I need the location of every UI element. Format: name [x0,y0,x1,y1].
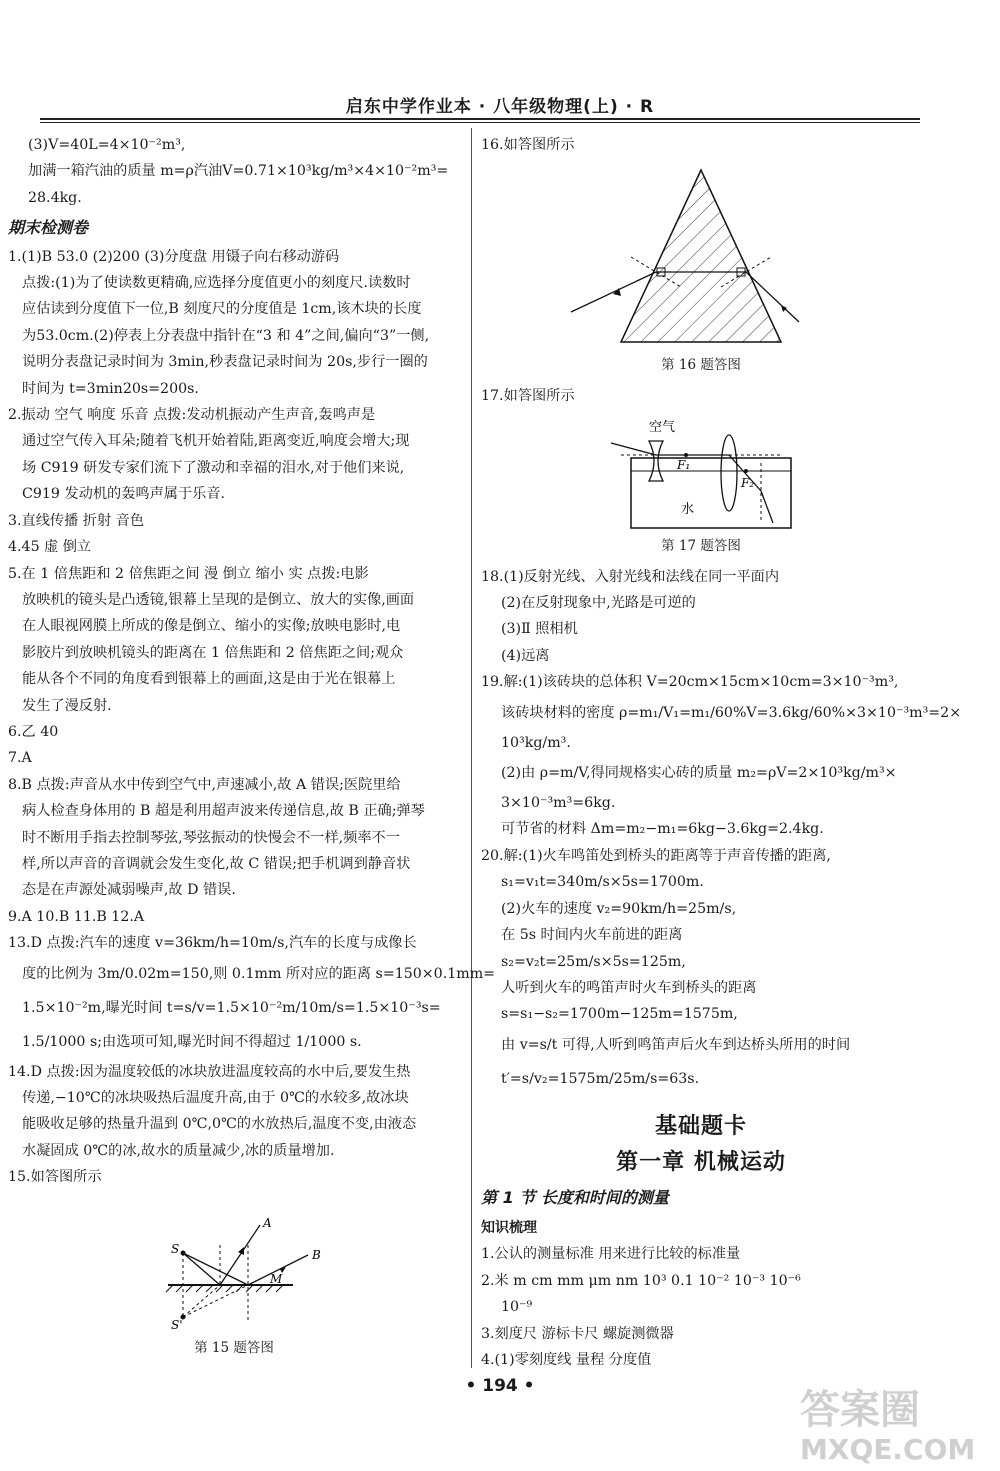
answer-q18: 18.(1)反射光线、入射光线和法线在同一平面内 [481,568,780,585]
text-line: (2)火车的速度 v₂=90km/h=25m/s, [501,900,737,917]
text-line: 为53.0cm.(2)停表上分表盘中指针在“3 和 4”之间,偏向“3”一侧, [22,327,430,344]
text-line: 场 C919 研发专家们流下了激动和幸福的泪水,对于他们来说, [22,459,405,476]
text-line: 3×10⁻³m³=6kg. [501,795,616,812]
label-s: S [171,1241,180,1256]
text-line: 通过空气传入耳朵;随着飞机开始着陆,距离变近,响度会增大;现 [22,433,410,450]
knowledge-heading: 知识梳理 [481,1219,537,1236]
answer-q8: 8.B 点拨:声音从水中传到空气中,声速减小,故 A 错误;医院里给 [8,776,401,793]
text-line: 病人检查身体用的 B 超是利用超声波来传递信息,故 B 正确;弹琴 [22,803,425,820]
right-column [481,132,962,1373]
text-line: (4)远离 [501,647,550,664]
text-line: 4.(1)零刻度线 量程 分度值 [481,1351,652,1368]
header-rule [40,118,920,120]
text-line: 度的比例为 3m/0.02m=150,则 0.1mm 所对应的距离 s=150×0.1mm= [22,965,496,982]
text-line: (3)Ⅱ 照相机 [501,621,578,638]
prism-diagram [481,162,921,352]
label-f1: F₁ [677,458,691,473]
answer-q14: 14.D 点拨:因为温度较低的冰块放进温度较高的水中后,要发生热 [8,1063,411,1080]
answer-q15: 15.如答图所示 [8,1169,102,1186]
text-line: 放映机的镜头是凸透镜,银幕上呈现的是倒立、放大的实像,画面 [22,591,415,608]
text-line: 该砖块材料的密度 ρ=m₁/V₁=m₁/60%V=3.6kg/60%×3×10⁻³m³=2× [501,704,962,721]
text-line: 在 5s 时间内火车前进的距离 [501,927,683,944]
answer-q7: 7.A [8,750,32,767]
text-line: 态是在声源处减弱噪声,故 D 错误. [22,882,236,899]
reflection-diagram [8,1195,460,1335]
text-line: s=s₁−s₂=1700m−125m=1575m, [501,1006,738,1023]
answer-q1: 1.(1)B 53.0 (2)200 (3)分度盘 用镊子向右移动游码 [8,248,340,265]
text-line: s₂=v₂t=25m/s×5s=125m, [501,953,686,970]
text-line: 2.米 m cm mm μm nm 10³ 0.1 10⁻² 10⁻³ 10⁻⁶ [481,1272,801,1289]
label-b: B [312,1247,321,1262]
watermark-logo [800,1387,976,1470]
text-line: 1.5/1000 s;由选项可知,曝光时间不得超过 1/1000 s. [22,1033,362,1050]
answer-q19: 19.解:(1)该砖块的总体积 V=20cm×15cm×10cm=3×10⁻³m³, [481,674,899,691]
figure-15 [8,1195,460,1361]
answer-q2: 2.振动 空气 响度 乐音 点拨:发动机振动产生声音,轰鸣声是 [8,407,376,424]
watermark-url: MXQE.COM [800,1433,976,1466]
text-line: 1.5×10⁻²m,曝光时间 t=s/v=1.5×10⁻²m/10m/s=1.5×10⁻³s= [22,999,441,1016]
text-line: 10⁻⁹ [501,1299,533,1316]
answer-q6: 6.乙 40 [8,723,59,740]
text-line: t′=s/v₂=1575m/25m/s=63s. [501,1070,700,1087]
text-line: 人听到火车的鸣笛声时火车到桥头的距离 [501,979,757,996]
section-title: 第 1 节 长度和时间的测量 [481,1187,669,1207]
label-air: 空气 [649,420,676,436]
text-line: 能从各个不同的角度看到银幕上的画面,这是由于光在银幕上 [22,671,396,688]
figure-caption: 第 15 题答图 [194,1339,274,1356]
text-line: (3)V=40L=4×10⁻²m³, [28,137,186,153]
figure-caption: 第 16 题答图 [661,357,741,374]
answer-q17: 17.如答图所示 [481,387,575,404]
column-divider [471,128,472,1368]
text-line: 可节省的材料 Δm=m₂−m₁=6kg−3.6kg=2.4kg. [501,821,824,838]
text-line: 1.公认的测量标准 用来进行比较的标准量 [481,1246,741,1263]
figure-17 [481,413,921,559]
label-water: 水 [681,502,695,518]
label-a: A [263,1215,272,1230]
chapter-title: 第一章 机械运动 [616,1150,786,1176]
lens-water-diagram [481,413,921,533]
text-line: (2)在反射现象中,光路是可逆的 [501,595,696,612]
answer-q5: 5.在 1 倍焦距和 2 倍焦距之间 漫 倒立 缩小 实 点拨:电影 [8,565,369,582]
text-line: 说明分表盘记录时间为 3min,秒表盘记录时间为 20s,步行一圈的 [22,354,428,371]
answer-q4: 4.45 虚 倒立 [8,539,92,556]
answer-q13: 13.D 点拨:汽车的速度 v=36km/h=10m/s,汽车的长度与成像长 [8,935,417,952]
basic-card-title: 基础题卡 [654,1113,747,1139]
answer-q3: 3.直线传播 折射 音色 [8,512,145,529]
label-m: M [270,1271,283,1286]
text-line: 在人眼视网膜上所成的像是倒立、缩小的实像;放映电影时,电 [22,618,401,635]
text-line: 28.4kg. [28,189,82,206]
text-line: 水凝固成 0℃的冰,故水的质量减少,冰的质量增加. [22,1142,335,1159]
text-line: 时不断用手指去控制琴弦,琴弦振动的快慢会不一样,频率不一 [22,829,400,846]
text-line: 由 v=s/t 可得,人听到鸣笛声后火车到达桥头所用的时间 [501,1036,851,1053]
left-column [8,132,496,1365]
label-s-prime: S' [171,1317,183,1332]
text-line: 点拨:(1)为了使读数更精确,应选择分度值更小的刻度尺.读数时 [22,275,411,292]
text-line: (2)由 ρ=m/V,得同规格实心砖的质量 m₂=ρV=2×10³kg/m³× [501,765,897,782]
answer-q16: 16.如答图所示 [481,137,575,153]
header-rule-thin [40,122,920,123]
figure-16 [481,162,921,378]
text-line: 样,所以声音的音调就会发生变化,故 C 错误;把手机调到静音状 [22,855,411,872]
answer-q20: 20.解:(1)火车鸣笛处到桥头的距离等于声音传播的距离, [481,847,831,864]
page-header: 启东中学作业本 · 八年级物理(上) · R [345,97,655,117]
text-line: 应估读到分度值下一位,B 刻度尺的分度值是 1cm,该木块的长度 [22,301,422,318]
section-heading: 期末检测卷 [8,218,89,238]
text-line: C919 发动机的轰鸣声属于乐音. [22,486,226,503]
page-number: • 194 • [465,1376,535,1396]
text-line: 发生了漫反射. [22,697,112,714]
text-line: 10³kg/m³. [501,734,571,751]
watermark-text: 答案圈 [800,1387,920,1433]
text-line: 时间为 t=3min20s=200s. [22,380,199,397]
text-line: 传递,−10℃的冰块吸热后温度升高,由于 0℃的水较多,故冰块 [22,1090,409,1106]
text-line: s₁=v₁t=340m/s×5s=1700m. [501,874,704,891]
text-line: 3.刻度尺 游标卡尺 螺旋测微器 [481,1325,674,1342]
answer-q9-12: 9.A 10.B 11.B 12.A [8,908,145,925]
figure-caption: 第 17 题答图 [661,538,741,555]
text-line: 能吸收足够的热量升温到 0℃,0℃的水放热后,温度不变,由液态 [22,1116,417,1133]
label-f2: F₂ [741,476,755,491]
text-line: 加满一箱汽油的质量 m=ρ汽油V=0.71×10³kg/m³×4×10⁻²m³= [28,163,449,180]
text-line: 影胶片到放映机镜头的距离在 1 倍焦距和 2 倍焦距之间;观众 [22,644,404,661]
